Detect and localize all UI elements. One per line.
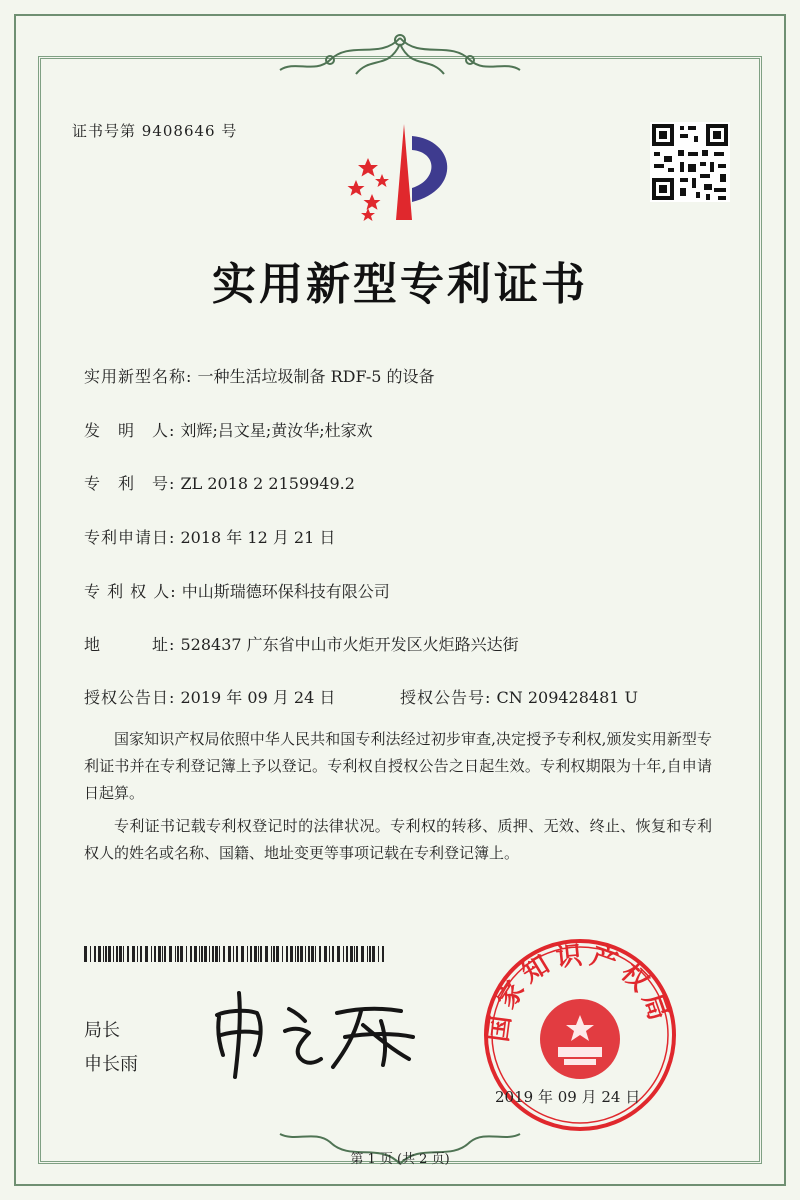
field-patent-number (84, 471, 355, 494)
top-ornament-icon (270, 30, 530, 82)
field-label: 授权公告日: (84, 688, 176, 707)
document-title: 实用新型专利证书 (212, 259, 588, 310)
field-grant-number (400, 685, 638, 708)
field-label: 授权公告号: (400, 688, 492, 707)
field-application-date (84, 525, 335, 548)
barcode-icon (84, 946, 384, 962)
cert-number-label: 证书号第 (72, 122, 137, 140)
field-label: 专 利 号: (84, 474, 176, 493)
field-patentee (84, 579, 390, 602)
cert-number-suffix: 号 (221, 122, 238, 140)
field-label: 发 明 人: (84, 421, 176, 440)
seal-text: 国家知识产权局 (483, 940, 675, 1044)
handwritten-signature-icon (205, 985, 425, 1080)
field-value: 2019 年 09 月 24 日 (180, 688, 336, 707)
field-grant-date (84, 685, 335, 708)
body-paragraphs (84, 726, 712, 867)
certificate-number (72, 120, 237, 141)
qr-code-icon (650, 122, 730, 202)
seal-date: 2019 年 09 月 24 日 (495, 1088, 641, 1106)
body-paragraph-1: 国家知识产权局依照中华人民共和国专利法经过初步审查,决定授予专利权,颁发实用新型专利证书并在专利登记簿上予以登记。专利权自授权公告之日起生效。专利权期限为十年,自申请日起算。 (84, 730, 712, 802)
field-value: 中山斯瑞德环保科技有限公司 (181, 582, 390, 601)
field-value: 528437 广东省中山市火炬开发区火炬路兴达街 (180, 635, 519, 654)
field-value: 一种生活垃圾制备 RDF-5 的设备 (197, 367, 435, 386)
director-name: 申长雨 (84, 1054, 138, 1075)
field-utility-name (84, 364, 435, 387)
body-paragraph-2: 专利证书记载专利权登记时的法律状况。专利权的转移、质押、无效、终止、恢复和专利权人的姓名或名称、国籍、地址变更等事项记载在专利登记簿上。 (84, 817, 712, 862)
field-value: 2018 年 12 月 21 日 (180, 528, 336, 547)
director-title: 局长 (84, 1020, 120, 1041)
page-number: 第 1 页 (共 2 页) (350, 1152, 450, 1167)
field-value: ZL 2018 2 2159949.2 (180, 474, 355, 493)
cnipa-logo-icon (338, 120, 468, 230)
cert-number-value: 9408646 (141, 122, 216, 140)
field-value: CN 209428481 U (496, 688, 639, 707)
field-label: 专利申请日: (84, 528, 176, 547)
field-value: 刘辉;吕文星;黄汝华;杜家欢 (180, 421, 373, 440)
field-address (84, 632, 519, 655)
field-label: 专 利 权 人: (84, 582, 177, 601)
field-label: 地 址: (84, 635, 176, 654)
field-label: 实用新型名称: (84, 367, 193, 386)
field-inventor (84, 418, 373, 441)
